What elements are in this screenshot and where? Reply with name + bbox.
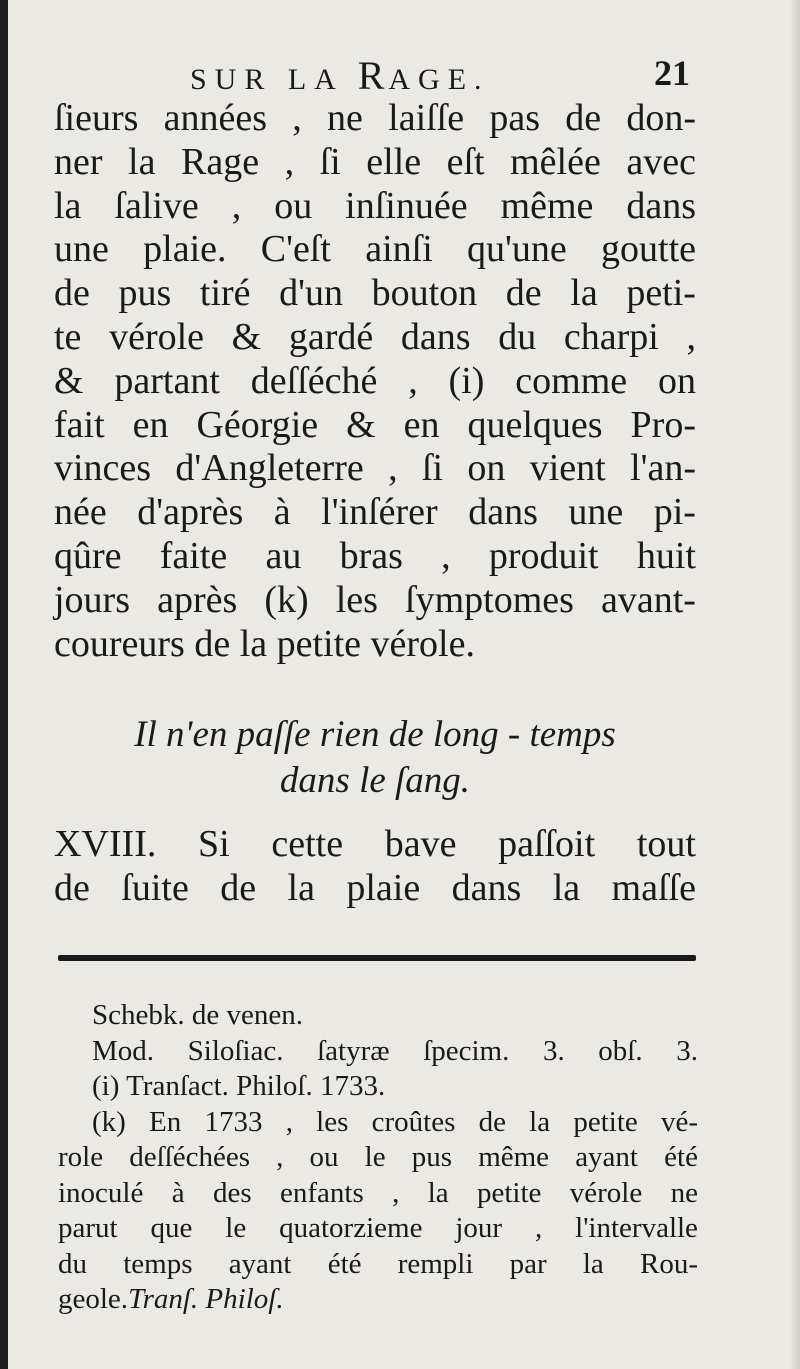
word: petite <box>477 1176 542 1209</box>
word: comme <box>515 359 628 402</box>
word: don- <box>626 97 696 139</box>
word: on <box>657 359 696 402</box>
word: ſatyræ <box>317 1034 390 1067</box>
word: bras <box>339 534 403 577</box>
word: qûre <box>54 534 122 577</box>
word: pas <box>489 97 540 139</box>
word: les <box>335 578 378 621</box>
word: les <box>316 1105 349 1138</box>
word: plaie <box>346 866 421 909</box>
word: d'Angleterre <box>175 447 364 490</box>
running-head <box>190 52 490 99</box>
word: partant <box>114 359 220 402</box>
word: , <box>441 534 451 577</box>
footnote-citation: Tranſ. Philoſ. <box>128 1283 284 1315</box>
word: mêlée <box>510 140 601 183</box>
word: tout <box>636 823 696 865</box>
body-line <box>54 185 696 229</box>
word: , <box>276 1141 284 1173</box>
word: En <box>149 1105 182 1138</box>
word: par <box>509 1247 547 1280</box>
word: tiré <box>199 272 251 315</box>
word: role <box>58 1141 104 1173</box>
word: plaie. <box>143 228 227 271</box>
word: , <box>408 359 418 402</box>
word: dans <box>400 315 471 358</box>
word: que <box>150 1212 193 1244</box>
section-line <box>54 822 696 866</box>
word: de <box>478 1105 506 1138</box>
word: l'inſérer <box>321 491 438 534</box>
word: ne <box>327 97 363 139</box>
word: quelques <box>467 403 603 446</box>
word: dans <box>468 491 538 534</box>
word: Géorgie <box>196 403 319 446</box>
word: Rage <box>181 140 260 183</box>
word: laiſſe <box>388 97 465 139</box>
word: C'eſt <box>260 228 331 271</box>
word: la <box>529 1105 551 1138</box>
word: ayant <box>228 1247 292 1280</box>
word: une <box>568 491 624 534</box>
running-head-part: AGE. <box>388 63 490 96</box>
word: & <box>231 315 262 358</box>
word: vé- <box>660 1105 698 1138</box>
word: de <box>565 97 602 139</box>
footnote-line <box>58 1034 698 1070</box>
word: (k) <box>92 1105 126 1138</box>
word: , <box>686 315 696 358</box>
word: , <box>285 1105 293 1138</box>
word: ne <box>670 1176 698 1209</box>
word: années <box>163 97 268 139</box>
word: avec <box>626 140 696 183</box>
word: vérole <box>569 1176 643 1209</box>
footnote-line <box>58 1140 698 1176</box>
body-line <box>54 272 696 316</box>
word: même <box>478 1141 550 1173</box>
word: ou <box>274 184 313 227</box>
footnote-line <box>58 1211 698 1247</box>
word: le <box>364 1141 386 1173</box>
word: à <box>273 491 291 534</box>
body-line <box>54 579 696 623</box>
footnote-line <box>58 1282 698 1318</box>
subheading-line: dans le ſang. <box>279 760 471 801</box>
word: , <box>534 1212 543 1244</box>
word: ſi <box>319 140 341 183</box>
word: huit <box>636 534 696 577</box>
word: Pro- <box>630 403 696 446</box>
word: vérole <box>109 315 205 358</box>
word: on <box>467 447 506 490</box>
word: maſſe <box>611 866 696 909</box>
body-line <box>54 447 696 491</box>
word: la <box>582 1247 604 1280</box>
word: ſieurs <box>54 97 139 139</box>
word: rempli <box>397 1247 474 1280</box>
word: faite <box>159 534 228 577</box>
word: croûtes <box>371 1105 456 1138</box>
word: charpi <box>563 315 659 358</box>
word: (i) <box>448 359 485 402</box>
word: été <box>664 1141 698 1173</box>
word: , <box>292 97 302 139</box>
word: gardé <box>288 315 374 358</box>
body-line <box>54 316 696 360</box>
word: pus <box>411 1141 453 1173</box>
word: à <box>171 1176 185 1209</box>
word: , <box>388 447 398 490</box>
word: bouton <box>371 272 478 315</box>
footnote-line <box>58 1247 698 1283</box>
word: Mod. <box>92 1034 155 1067</box>
word: ſpecim. <box>423 1034 510 1067</box>
word: inſinuée <box>345 184 468 227</box>
word: obſ. <box>598 1034 643 1067</box>
subheading-line: Il n'en paſſe rien de long - temps <box>134 714 616 755</box>
word: goutte <box>601 228 696 271</box>
running-head-capital: R <box>357 53 389 98</box>
word: de <box>54 272 90 315</box>
word: ſymptomes <box>405 578 574 621</box>
word: le <box>225 1212 247 1244</box>
word: Rou- <box>640 1247 698 1280</box>
body-line <box>54 535 696 579</box>
section-line <box>54 866 696 910</box>
word: ſi <box>421 447 444 490</box>
running-head-part: SUR LA <box>190 63 358 96</box>
word: l'an- <box>630 447 696 490</box>
word: deſſéchées <box>129 1141 250 1173</box>
word: , <box>284 140 295 183</box>
word: quatorzieme <box>279 1212 423 1244</box>
word: la <box>570 272 598 315</box>
body-line <box>54 97 696 141</box>
footnote-line: (i) Tranſact. Philoſ. 1733. <box>92 1070 386 1102</box>
body-line: coureurs de la petite vérole. <box>54 622 475 665</box>
body-line <box>54 141 696 185</box>
word: jour <box>455 1212 503 1244</box>
word: XVIII. <box>54 823 157 865</box>
word: la <box>552 866 581 909</box>
word: en <box>403 403 440 446</box>
word: produit <box>488 534 599 577</box>
word: avant- <box>601 578 696 621</box>
word: ou <box>309 1141 339 1173</box>
word: pus <box>118 272 172 315</box>
word: petite <box>573 1105 638 1138</box>
word: qu'une <box>467 228 567 271</box>
section-xviii <box>54 822 696 910</box>
word: la <box>427 1176 449 1209</box>
page-header <box>190 52 690 98</box>
word: après <box>157 578 238 621</box>
word: l'intervalle <box>575 1212 698 1244</box>
word: 3. <box>676 1034 698 1067</box>
word: te <box>54 315 82 358</box>
word: d'après <box>137 491 244 534</box>
word: inoculé <box>58 1176 144 1209</box>
word: pi- <box>653 491 696 534</box>
word: peti- <box>626 272 696 315</box>
word: de <box>54 866 90 909</box>
page-number: 21 <box>654 53 690 93</box>
word: ner <box>54 140 103 183</box>
word: (k) <box>264 578 309 621</box>
word: parut <box>58 1212 118 1244</box>
word: & <box>346 403 376 446</box>
body-line <box>54 404 696 448</box>
word: dans <box>626 184 696 227</box>
word: de <box>220 866 257 909</box>
word: eſt <box>446 140 485 183</box>
word: 3. <box>542 1034 565 1067</box>
word: du <box>498 315 537 358</box>
word: ſuite <box>121 866 189 909</box>
word: cette <box>271 823 344 865</box>
word: Si <box>198 823 230 865</box>
word: ayant <box>575 1141 638 1173</box>
footnote-rule <box>58 955 696 961</box>
word: paſſoit <box>498 823 596 865</box>
footnote-line: Schebk. de venen. <box>92 999 303 1031</box>
word: , <box>231 184 242 227</box>
body-text <box>54 97 696 666</box>
word: au <box>265 534 302 577</box>
word: été <box>327 1247 362 1280</box>
word: d'un <box>279 272 343 315</box>
word: des <box>212 1176 252 1209</box>
word: la <box>128 140 156 183</box>
word: en <box>132 403 169 446</box>
word: vinces <box>54 447 152 490</box>
body-line <box>54 228 696 272</box>
word: enfants <box>279 1176 364 1209</box>
word: Siloſiac. <box>187 1034 284 1067</box>
word: ainſi <box>365 228 433 271</box>
word: née <box>54 491 107 534</box>
word: , <box>392 1176 400 1209</box>
word: 1733 <box>204 1105 263 1138</box>
footnote-line <box>58 1105 698 1141</box>
word: elle <box>366 140 422 183</box>
subheading <box>54 712 696 804</box>
word: vient <box>529 447 606 490</box>
word: temps <box>123 1247 193 1280</box>
word: une <box>54 228 109 271</box>
body-line <box>54 360 696 404</box>
footnote-line <box>58 1176 698 1212</box>
word: la <box>287 866 315 909</box>
word: jours <box>54 578 130 621</box>
word: & <box>54 359 84 402</box>
word: la <box>54 184 82 227</box>
word: dans <box>451 866 522 909</box>
word: de <box>505 272 542 315</box>
word: ſalive <box>114 184 199 227</box>
footnotes <box>58 998 698 1318</box>
body-line <box>54 491 696 535</box>
word: bave <box>384 823 457 865</box>
footnote-text: geole. <box>58 1283 129 1315</box>
word: fait <box>54 403 105 446</box>
word: du <box>58 1247 87 1280</box>
word: même <box>500 184 594 227</box>
word: deſſéché <box>250 359 378 402</box>
